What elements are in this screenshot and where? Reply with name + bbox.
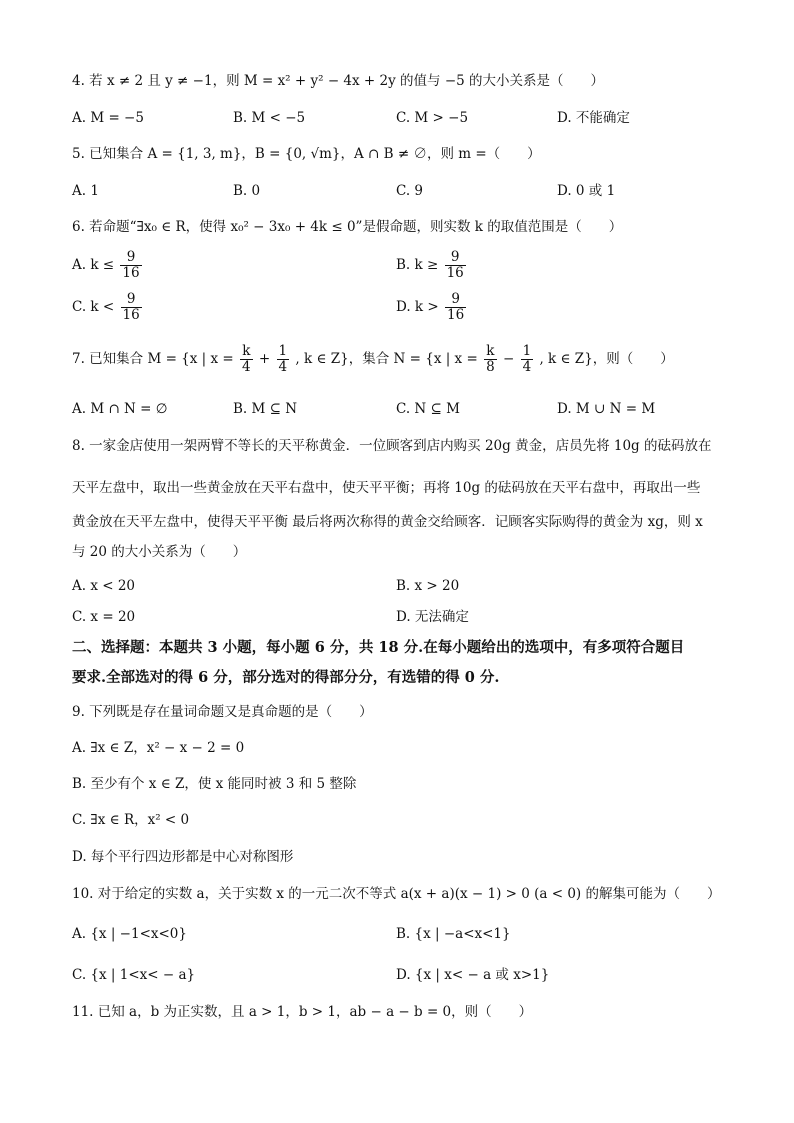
denominator: 4 xyxy=(278,359,288,375)
option-label: A. k ≤ xyxy=(72,257,115,273)
question-9-option-b: B. 至少有个 x ∈ Z，使 x 能同时被 3 和 5 整除 xyxy=(72,776,357,792)
question-10-option-c: C. {x | 1<x< − a} xyxy=(72,967,196,983)
question-8-line-3: 黄金放在天平左盘中，使得天平平衡 最后将两次称得的黄金交给顾客．记顾客实际购得的黄金为 xg，则 x xyxy=(72,514,703,530)
question-4-stem: 4. 若 x ≠ 2 且 y ≠ −1，则 M = x² + y² − 4x + 2y 的值与 −5 的大小关系是（ ） xyxy=(72,73,605,89)
question-6-option-c xyxy=(72,292,144,323)
question-8-option-a: A. x < 20 xyxy=(72,578,136,594)
question-6-option-d xyxy=(396,292,468,323)
numerator: 9 xyxy=(445,292,466,308)
denominator: 16 xyxy=(122,265,140,281)
question-10-stem: 10. 对于给定的实数 a，关于实数 x 的一元二次不等式 a(x + a)(x − 1) > 0 (a < 0) 的解集可能为（ ） xyxy=(72,886,721,902)
numerator: k xyxy=(240,344,253,360)
fraction xyxy=(277,344,290,375)
question-7-option-c: C. N ⊆ M xyxy=(396,401,460,417)
question-7-option-d: D. M ∪ N = M xyxy=(557,401,656,417)
option-label: B. k ≥ xyxy=(396,257,439,273)
question-10-option-a: A. {x | −1<x<0} xyxy=(72,926,187,942)
fraction xyxy=(445,250,466,281)
question-8-line-2: 天平左盘中，取出一些黄金放在天平右盘中，使天平平衡；再将 10g 的砝码放在天平右盘中，再取出一些 xyxy=(72,480,701,496)
question-4-option-a: A. M = −5 xyxy=(72,110,144,126)
question-10-option-d: D. {x | x< − a 或 x>1} xyxy=(396,967,550,983)
question-9-option-d: D. 每个平行四边形都是中心对称图形 xyxy=(72,849,294,865)
stem-part: − xyxy=(502,351,515,367)
question-4-option-c: C. M > −5 xyxy=(396,110,469,126)
numerator: 1 xyxy=(278,343,288,359)
question-8-line-1: 8. 一家金店使用一架两臂不等长的天平称黄金．一位顾客到店内购买 20g 黄金，店员先将 10g 的砝码放在 xyxy=(72,438,712,454)
stem-part: 7. 已知集合 M = {x | x = xyxy=(72,351,234,367)
fraction xyxy=(484,344,497,375)
question-5-option-b: B. 0 xyxy=(233,183,261,199)
question-6-option-b xyxy=(396,250,468,281)
section-2-heading-line-2: 要求.全部选对的得 6 分，部分选对的得部分分，有选错的得 0 分. xyxy=(72,669,500,686)
numerator: 9 xyxy=(121,292,142,308)
question-9-option-a: A. ∃x ∈ Z，x² − x − 2 = 0 xyxy=(72,740,245,756)
question-8-option-b: B. x > 20 xyxy=(396,578,460,594)
option-label: D. k > xyxy=(396,299,439,315)
question-8-option-c: C. x = 20 xyxy=(72,609,136,625)
section-2-heading-line-1: 二、选择题：本题共 3 小题，每小题 6 分，共 18 分.在每小题给出的选项中，有多项符合题目 xyxy=(72,639,685,656)
question-9-stem: 9. 下列既是存在量词命题又是真命题的是（ ） xyxy=(72,704,373,720)
numerator: 9 xyxy=(120,250,141,266)
question-6-option-a xyxy=(72,250,144,281)
question-8-line-4: 与 20 的大小关系为（ ） xyxy=(72,544,247,560)
question-11-stem: 11. 已知 a，b 为正实数，且 a > 1，b > 1，ab − a − b = 0，则（ ） xyxy=(72,1004,533,1020)
denominator: 4 xyxy=(522,359,532,375)
question-10-option-b: B. {x | −a<x<1} xyxy=(396,926,511,942)
denominator: 4 xyxy=(242,359,251,375)
question-5-option-d: D. 0 或 1 xyxy=(557,183,616,199)
numerator: k xyxy=(484,344,497,360)
fraction xyxy=(120,250,141,281)
denominator: 8 xyxy=(486,359,495,375)
fraction xyxy=(121,292,142,323)
denominator: 16 xyxy=(446,265,464,281)
stem-part: + xyxy=(258,351,271,367)
question-9-option-c: C. ∃x ∈ R，x² < 0 xyxy=(72,812,190,828)
question-7-option-b: B. M ⊆ N xyxy=(233,401,298,417)
question-5-option-a: A. 1 xyxy=(72,183,99,199)
stem-part: , k ∈ Z}，则（ ） xyxy=(539,351,674,367)
question-5-option-c: C. 9 xyxy=(396,183,424,199)
question-4-option-b: B. M < −5 xyxy=(233,110,306,126)
question-7-stem xyxy=(72,344,674,375)
numerator: 9 xyxy=(445,250,466,266)
denominator: 16 xyxy=(447,307,465,323)
question-8-option-d: D. 无法确定 xyxy=(396,609,469,625)
fraction xyxy=(521,344,534,375)
question-4-option-d: D. 不能确定 xyxy=(557,110,630,126)
stem-part: , k ∈ Z}，集合 N = {x | x = xyxy=(295,351,478,367)
option-label: C. k < xyxy=(72,299,115,315)
question-7-option-a: A. M ∩ N = ∅ xyxy=(72,401,168,417)
fraction xyxy=(445,292,466,323)
question-5-stem: 5. 已知集合 A = {1, 3, m}，B = {0, √m}，A ∩ B ≠ ∅，则 m =（ ） xyxy=(72,146,541,162)
question-6-stem: 6. 若命题“∃x₀ ∈ R，使得 x₀² − 3x₀ + 4k ≤ 0”是假命题，则实数 k 的取值范围是（ ） xyxy=(72,219,623,235)
numerator: 1 xyxy=(522,343,532,359)
denominator: 16 xyxy=(122,307,140,323)
fraction xyxy=(240,344,253,375)
